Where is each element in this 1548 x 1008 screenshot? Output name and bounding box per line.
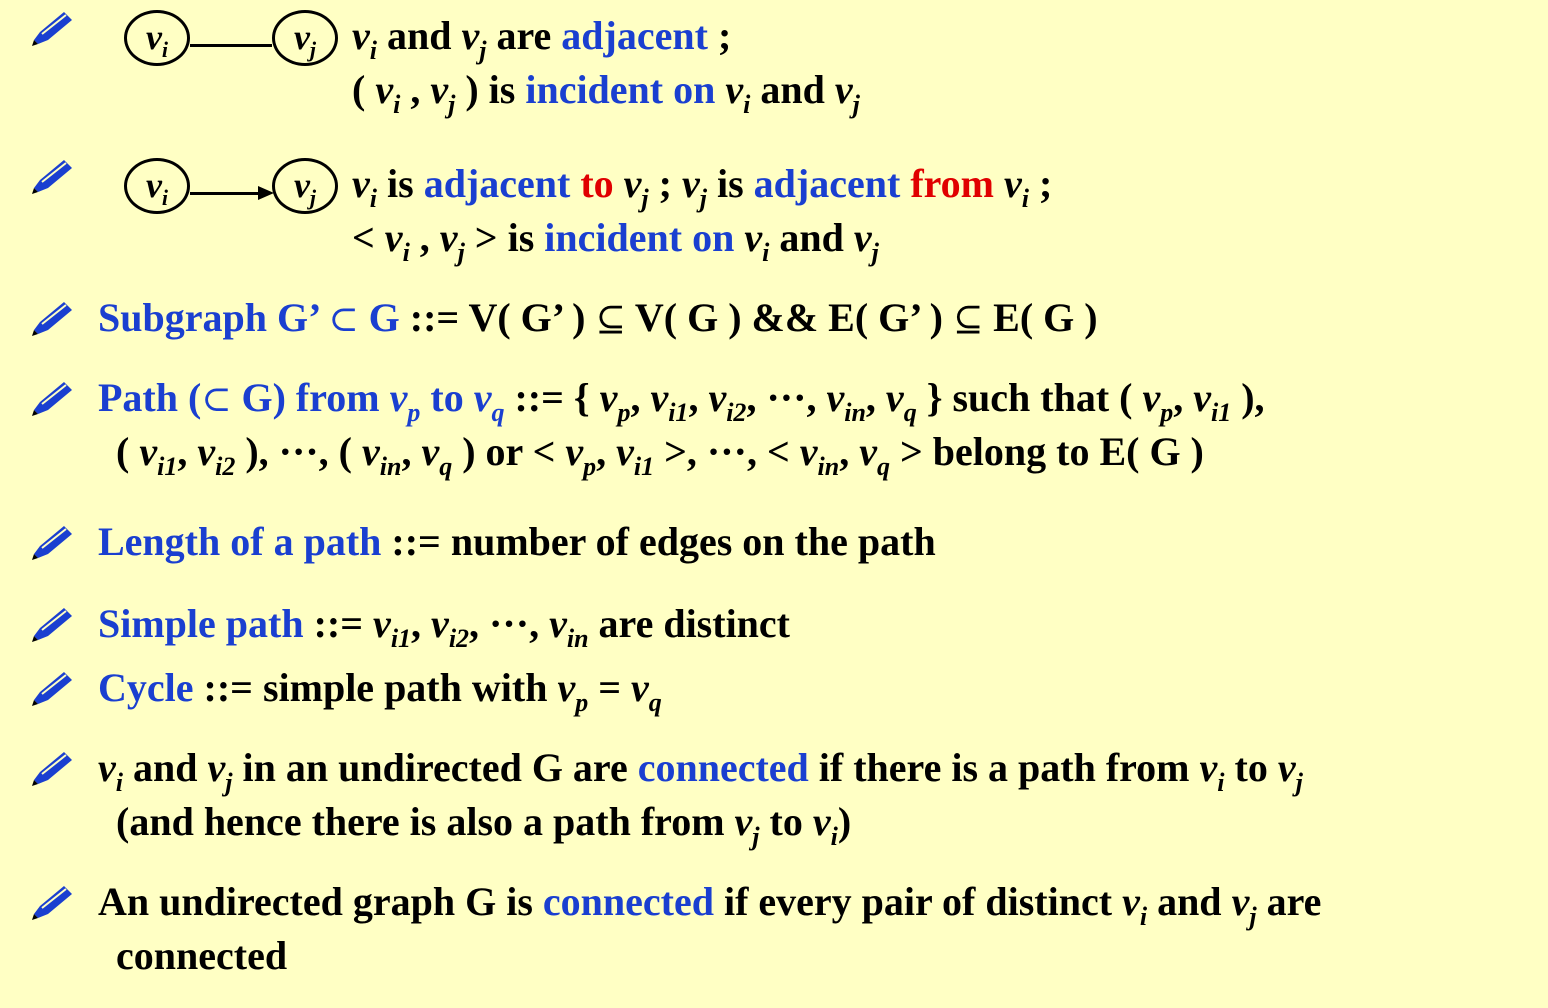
pencil-icon bbox=[30, 10, 78, 46]
term-adjacent: adjacent bbox=[561, 13, 708, 58]
bullet-1-line-1: $v_i$ and $v_j$ are adjacent ; bbox=[352, 13, 732, 65]
pencil-icon bbox=[30, 884, 78, 920]
length-definition: Length of a path ::= number of edges on the path bbox=[98, 519, 936, 564]
undirected-edge bbox=[190, 44, 272, 47]
directed-edge bbox=[190, 192, 258, 195]
pencil-icon bbox=[30, 300, 78, 336]
pencil-icon bbox=[30, 380, 78, 416]
connected-graph-line-1: An undirected graph G is connected if every pair of distinct $v_i$ and $v_j$ are bbox=[98, 879, 1322, 931]
path-definition-line-2: ( $v_{i1}$, $v_{i2}$ ), ···, ( $v_{in}$, $v_q$ ) or < $v_p$, $v_{i1}$ >, ···, < $v_{in}$, $v_q$ > belong to E( G ) bbox=[116, 429, 1204, 481]
cycle-definition: Cycle ::= simple path with $v_p = v_q$ bbox=[98, 665, 662, 717]
path-definition-line-1: Path (⊂ G) from $v_p$ to $v_q$ ::= { $v_p$, $v_{i1}$, $v_{i2}$, ···, $v_{in}$, $v_q$ } such that ( $v_p$, $v_{i1}$ ), bbox=[98, 375, 1265, 427]
graph-node-vj: $v_j$ bbox=[272, 158, 338, 214]
connected-graph-line-2: connected bbox=[116, 933, 288, 978]
subgraph-definition: Subgraph G’ ⊂ G ::= V( G’ ) ⊆ V( G ) && E( G’ ) ⊆ E( G ) bbox=[98, 295, 1098, 340]
graph-node-vi: $v_i$ bbox=[124, 10, 190, 66]
graph-node-vi: $v_i$ bbox=[124, 158, 190, 214]
pencil-icon bbox=[30, 606, 78, 642]
term-incident-on: incident on bbox=[525, 67, 716, 112]
pencil-icon bbox=[30, 670, 78, 706]
simple-path-definition: Simple path ::= $v_{i1}$, $v_{i2}$, ···, $v_{in}$ are distinct bbox=[98, 601, 790, 653]
bullet-2-line-1: $v_i$ is adjacent to $v_j$ ; $v_j$ is adjacent from $v_i$ ; bbox=[352, 161, 1053, 213]
connected-vertices-line-2: (and hence there is also a path from $v_j$ to $v_i$) bbox=[116, 799, 852, 851]
connected-vertices-line-1: $v_i$ and $v_j$ in an undirected G are connected if there is a path from $v_i$ to $v_j$ bbox=[98, 745, 1303, 797]
pencil-icon bbox=[30, 158, 78, 194]
bullet-1-line-2: ( $v_i$ , $v_j$ ) is incident on $v_i$ and $v_j$ bbox=[352, 67, 860, 119]
pencil-icon bbox=[30, 524, 78, 560]
pencil-icon bbox=[30, 750, 78, 786]
graph-node-vj: $v_j$ bbox=[272, 10, 338, 66]
bullet-2-line-2: < $v_i$ , $v_j$ > is incident on $v_i$ and $v_j$ bbox=[352, 215, 879, 267]
